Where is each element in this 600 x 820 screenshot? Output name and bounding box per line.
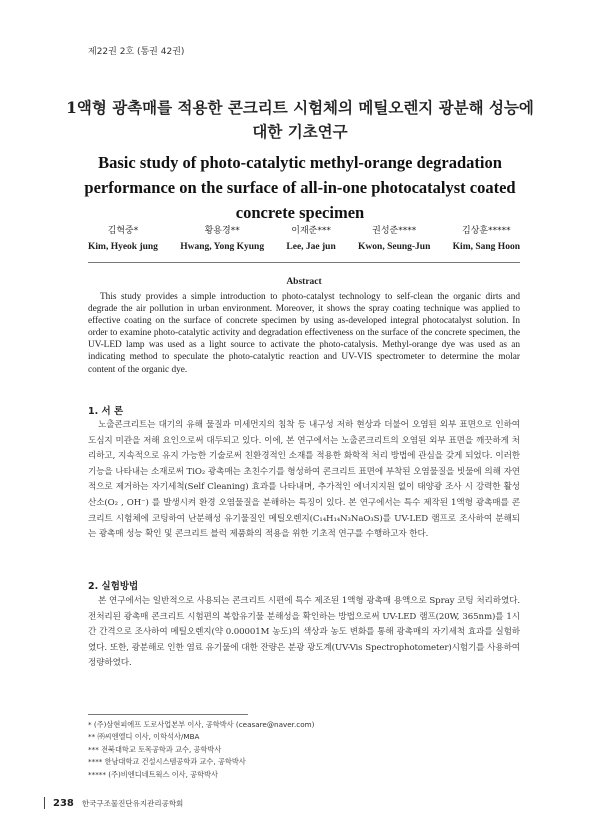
author-5 (453, 223, 520, 255)
section-1-heading: 1. 서 론 (88, 406, 124, 417)
author-4 (358, 223, 430, 255)
section-1-body: 노출콘크리트는 대기의 유해 물질과 미세먼지의 침착 등 내구성 저하 현상과 더불어 오염된 외부 표면으로 인하여 도심지 미관을 저해 요인으로써 대두되고 있다. 이에, 본 연구에서는 노출콘크리트의 오염된 외부 표면을 깨끗하게 처리하고, 지속적으로 유지 가능한 기술로써 친환경적인 소재를 적용한 화학적 처리 방법에 관심을 갖게 되었다. 이러한 기능을 나타내는 소재로써 TiO₂ 광촉매는 초친수기를 형성하여 콘크리트 표면에 부착된 오염물질을 빗물에 의해 자연적으로 제거하는 자기세척(Self Cleaning) 효과를 나타내며, 추가적인 에너지지원 없이 태양광 조사 시 강력한 활성산소(O₂ , OH⁻) 를 발생시켜 환경 오염물질을 분해하는 특징이 있다. 본 연구에서는 특수 제작된 1액형 광촉매를 콘크리트 시험체에 코팅하여 난분해성 유기물질인 메틸오렌지(C₁₄H₁₄N₃NaO₃S)를 UV-LED 램프로 조사하여 분해되는 광촉매 성능 확인 및 콘크리트 블럭 제품화의 적용을 위한 기초적 연구를 수행하고자 한다. (88, 420, 520, 540)
section-2-heading: 2. 실험방법 (88, 581, 139, 592)
author-name-english: Hwang, Yong Kyung (180, 242, 265, 252)
footnote-divider (88, 714, 248, 715)
title-divider (88, 262, 520, 263)
page-number: 238 (53, 797, 74, 809)
author-name-english: Kwon, Seung-Jun (358, 242, 431, 252)
author-3 (286, 223, 335, 255)
author-name-english: Kim, Hyeok jung (88, 242, 158, 252)
author-name-korean: 김혁중* (107, 226, 139, 236)
author-name-korean: 김상훈***** (462, 226, 511, 236)
footer-divider (44, 797, 45, 809)
author-name-english: Lee, Jae jun (286, 242, 336, 252)
page-footer (44, 797, 183, 809)
footnote: * (주)삼현피에프 도로사업본부 이사, 공학박사 (ceasare@naver.com) (88, 720, 315, 729)
author-1 (88, 223, 158, 255)
author-name-english: Kim, Sang Hoon (452, 242, 520, 252)
running-head: 제22권 2호 (통권 42권) (88, 47, 185, 57)
journal-name: 한국구조물진단유지관리공학회 (81, 798, 184, 808)
author-name-korean: 권성준**** (372, 226, 417, 236)
author-name-korean: 이재준*** (291, 226, 331, 236)
footnote: ** ㈜씨엔엘디 이사, 이학석사/MBA (88, 732, 200, 742)
footnote: ***** (주)비엔디네트웍스 이사, 공학박사 (88, 769, 218, 779)
author-name-korean: 황용경** (204, 226, 240, 236)
footnote: **** 한남대학교 건설시스템공학과 교수, 공학박사 (88, 757, 246, 767)
abstract-heading: Abstract (286, 277, 322, 287)
section-2-body: 본 연구에서는 일반적으로 사용되는 콘크리트 시편에 특수 제조된 1액형 광촉매 용액으로 Spray 코팅 처리하였다. 전처리된 광촉매 콘크리트 시험편의 복합유기물 분해성을 확인하는 방법으로써 UV-LED 램프(20W, 365nm)를 1시간 간격으로 조사하여 메틸오렌지(약 0.00001M 농도)의 색상과 농도 변화를 통해 광촉매의 자기세척 효과를 실험하였다. 또한, 광분해로 인한 염료 유기물에 대한 잔량은 분광 광도계(UV-Vis Spectrophotometer)시험기를 사용하여 정량하였다. (88, 596, 520, 669)
footnote: *** 전북대학교 토목공학과 교수, 공학박사 (88, 744, 222, 754)
author-list (88, 223, 520, 255)
korean-title: 1액형 광촉매를 적용한 콘크리트 시험체의 메틸오렌지 광분해 성능에 대한 기초연구 (66, 98, 534, 141)
author-2 (180, 223, 264, 255)
abstract-body: This study provides a simple introduction to photo-catalyst technology to self-clean the organic dirts and degrade the air pollution in urban environment. Moreover, it shows the spray coating technique was applied to effective coating on the surface of concrete specimen by using as-developed integral photocatalyst solution. In order to examine photo-catalytic activity and degradation effectiveness on the surface of the concrete specimen, the UV-LED lamp was used as a light source to activate the photo-catalysis. Methyl-orange dye was used as an indicating method to speculate the photo-catalytic reaction and UV-VIS spectrometer to determine the molar content of the organic dye. (88, 292, 520, 375)
english-title: Basic study of photo-catalytic methyl-orange degradation performance on the surface of all-in-one photocatalyst coated concrete specimen (84, 153, 516, 222)
footnotes (88, 719, 314, 781)
